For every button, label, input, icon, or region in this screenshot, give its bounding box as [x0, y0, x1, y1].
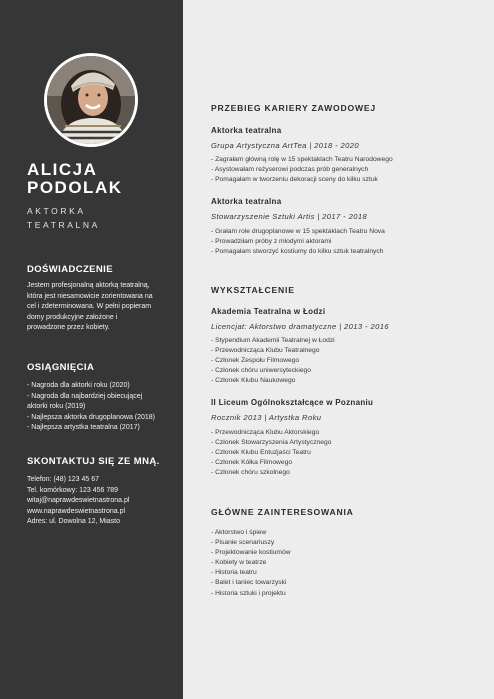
achievement-item: - Nagroda dla najbardziej obiecującej aktorki roku (2019) [27, 392, 143, 411]
job-duty: - Grałam role drugoplanowe w 15 spektaklach Teatru Nova [211, 227, 486, 237]
main-content [183, 0, 494, 699]
school-activity: - Członek Klubu Entuzjaści Teatru [211, 448, 486, 458]
contact-website[interactable]: www.naprawdeswietnastrona.pl [27, 507, 126, 515]
school-activity: - Członek Klubu Naukowego [211, 376, 486, 386]
school-activities-list [211, 336, 486, 386]
school-name: II Liceum Ogólnokształcące w Poznaniu [211, 398, 374, 407]
interest-item: - Projektowanie kostiumów [211, 548, 486, 558]
school-activity: - Przewodnicząca Klubu Teatralnego [211, 346, 486, 356]
job-title-line1: AKTORKA [27, 206, 86, 216]
school-degree: Licencjat: Aktorstwo dramatyczne | 2013 - 2016 [211, 322, 389, 331]
achievement-item: - Najlepsza aktorka drugoplanowa (2018) [27, 413, 156, 421]
job-duty: - Prowadziłam próby z młodymi aktorami [211, 237, 486, 247]
interests-heading: GŁÓWNE ZAINTERESOWANIA [211, 507, 354, 517]
job-employer: Stowarzyszenie Sztuki Artis | 2017 - 2018 [211, 212, 368, 221]
interest-item: - Kobiety w teatrze [211, 558, 486, 568]
job-title [27, 204, 177, 232]
avatar [44, 53, 138, 147]
school-activity: - Członek chóru szkolnego [211, 468, 486, 478]
contact-email[interactable]: witaj@naprawdeswietnastrona.pl [27, 497, 130, 505]
last-name: PODOLAK [27, 178, 123, 197]
interest-item: - Pisanie scenariuszy [211, 538, 486, 548]
interests-list [211, 528, 486, 599]
achievements-list [27, 381, 157, 434]
interest-item: - Historia sztuki i projektu [211, 589, 486, 599]
experience-heading: DOŚWIADCZENIE [27, 264, 113, 275]
full-name [27, 161, 177, 197]
job-title-line2: TEATRALNA [27, 220, 100, 230]
achievement-item: - Najlepsza artystka teatralna (2017) [27, 424, 140, 432]
career-heading: PRZEBIEG KARIERY ZAWODOWEJ [211, 103, 376, 113]
school-activity: - Przewodnicząca Klubu Aktorskiego [211, 428, 486, 438]
achievements-heading: OSIĄGNIĘCIA [27, 362, 95, 373]
first-name: ALICJA [27, 160, 98, 179]
job-title: Aktorka teatralna [211, 126, 282, 135]
school-activity: - Stypendium Akademii Teatralnej w Łodzi [211, 336, 486, 346]
school-activity: - Członek Stowarzyszenia Artystycznego [211, 438, 486, 448]
contact-heading: SKONTAKTUJ SIĘ ZE MNĄ. [27, 456, 160, 467]
interest-item: - Balet i taniec towarzyski [211, 578, 486, 588]
profile-photo [47, 56, 135, 144]
contact-address: Adres: ul. Dowolna 12, Miasto [27, 518, 120, 526]
school-name: Akademia Teatralna w Łodzi [211, 307, 326, 316]
job-duties-list [211, 227, 486, 257]
job-duty: - Pomagałam w tworzeniu dekoracji sceny do kilku sztuk [211, 175, 486, 185]
interest-item: - Historia teatru [211, 568, 486, 578]
job-employer: Grupa Artystyczna ArtTea | 2018 - 2020 [211, 141, 360, 150]
interest-item: - Aktorstwo i śpiew [211, 528, 486, 538]
job-duty: - Asystowałam reżyserowi podczas prób generalnych [211, 165, 486, 175]
contact-phone: Telefon: (48) 123 45 67 [27, 476, 99, 483]
school-activity: - Członek chóru uniwersyteckiego [211, 366, 486, 376]
job-duties-list [211, 155, 486, 185]
contact-mobile: Tel. komórkowy: 123 456 789 [27, 486, 119, 494]
achievement-item: - Nagroda dla aktorki roku (2020) [27, 382, 130, 389]
school-activity: - Członek Zespołu Filmowego [211, 356, 486, 366]
job-duty: - Zagrałam główną rolę w 15 spektaklach Teatru Narodowego [211, 155, 486, 165]
job-duty: - Pomagałam stworzyć kostiumy do kilku sztuk teatralnych [211, 247, 486, 257]
sidebar [0, 0, 183, 699]
school-degree: Rocznik 2013 | Artystka Roku [211, 413, 322, 422]
school-activities-list [211, 428, 486, 478]
school-activity: - Członek Kółka Filmowego [211, 458, 486, 468]
contact-list [27, 475, 177, 528]
experience-text: Jestem profesjonalną aktorką teatralną, która jest niesamowicie zorientowana na cel i zdeterminowana. W pełni popieram domy produkcyjne założone i prowadzone przez kobiety. [27, 282, 153, 332]
education-heading: WYKSZTAŁCENIE [211, 285, 295, 295]
job-title: Aktorka teatralna [211, 197, 282, 206]
